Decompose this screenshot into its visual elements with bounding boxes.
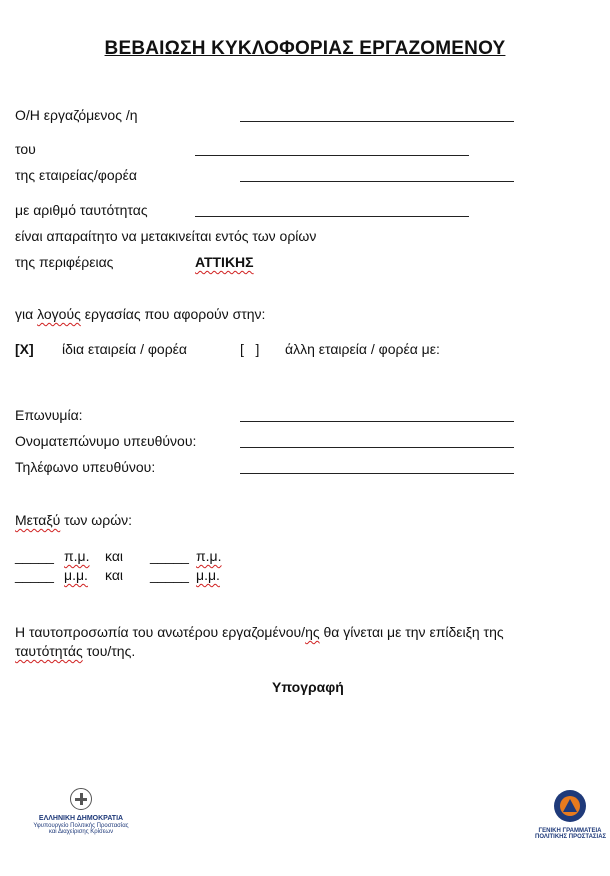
reasons-intro-prefix: για [15, 306, 38, 322]
hours-pm-from-unit: μ.μ. [64, 567, 88, 583]
document-title: ΒΕΒΑΙΩΣΗ ΚΥΚΛΟΦΟΡΙΑΣ ΕΡΓΑΖΟΜΕΝΟΥ [104, 38, 506, 59]
company-name-line[interactable] [240, 421, 514, 422]
region-label: της περιφέρειας [15, 254, 114, 270]
greek-emblem-icon [70, 788, 92, 810]
hours-pm-and: και [105, 567, 124, 583]
id-number-label: με αριθμό ταυτότητας [15, 202, 148, 218]
employee-name-line[interactable] [240, 121, 514, 122]
hours-pm-to-unit: μ.μ. [196, 567, 220, 583]
identity-note-1a: Η ταυτοπροσωπία του ανωτέρου εργαζομένου/ [15, 624, 306, 640]
identity-note-line2 [15, 643, 135, 659]
movement-text: είναι απαραίτητο να μετακινείται εντός των ορίων [15, 228, 317, 244]
footer-right-line2: ΠΟΛΙΤΙΚΗΣ ΠΡΟΣΤΑΣΙΑΣ [535, 834, 607, 840]
responsible-name-label: Ονοματεπώνυμο υπευθύνου: [15, 433, 197, 449]
hours-heading-word: Μεταξύ [15, 512, 61, 528]
responsible-phone-label: Τηλέφωνο υπευθύνου: [15, 459, 156, 475]
footer-left-line1: Υφυπουργείο Πολιτικής Προστασίας [33, 823, 129, 829]
reasons-intro-suffix: εργασίας που αφορούν στην: [80, 306, 266, 322]
same-company-label: ίδια εταιρεία / φορέα [62, 341, 188, 357]
signature-label: Υπογραφή [272, 679, 344, 695]
identity-note-line1 [15, 624, 504, 640]
civil-protection-logo-icon [554, 790, 586, 822]
hours-heading [15, 512, 132, 528]
identity-note-2b: του/της. [82, 643, 136, 659]
company-label: της εταιρείας/φορέα [15, 167, 137, 183]
responsible-phone-line[interactable] [240, 473, 514, 474]
father-name-line[interactable] [195, 155, 469, 156]
footer-right-line1: ΓΕΝΙΚΗ ΓΡΑΜΜΑΤΕΙΑ [538, 828, 602, 834]
hours-am-from-blank[interactable]: _____ [15, 548, 54, 564]
hours-am-from-unit: π.μ. [64, 548, 90, 564]
hours-am-to-unit: π.μ. [196, 548, 222, 564]
hours-pm-from-blank[interactable]: _____ [15, 567, 54, 583]
reasons-intro [15, 306, 265, 322]
hours-am-and: και [105, 548, 124, 564]
company-line[interactable] [240, 181, 514, 182]
identity-note-2a: ταυτότητάς [15, 643, 83, 659]
identity-note-1b: ης [305, 624, 320, 640]
company-name-label: Επωνυμία: [15, 407, 83, 423]
region-value: ΑΤΤΙΚΗΣ [195, 254, 254, 270]
reasons-intro-word: λογούς [37, 306, 81, 322]
hours-am-to-blank[interactable]: _____ [150, 548, 189, 564]
responsible-name-line[interactable] [240, 447, 514, 448]
footer-left-line2: και Διαχείρισης Κρίσεων [48, 829, 114, 835]
other-company-label: άλλη εταιρεία / φορέα με: [285, 341, 440, 357]
footer-right-logo [535, 790, 605, 840]
tou-label: του [15, 141, 36, 157]
employee-label: Ο/Η εργαζόμενος /η [15, 107, 138, 123]
footer-left-name: ΕΛΛΗΝΙΚΗ ΔΗΜΟΚΡΑΤΙΑ [38, 815, 124, 822]
other-company-checkbox[interactable]: [ ] [240, 341, 260, 357]
hours-pm-to-blank[interactable]: _____ [150, 567, 189, 583]
footer-left-logo [20, 788, 142, 835]
hours-heading-rest: των ωρών: [60, 512, 133, 528]
id-number-line[interactable] [195, 216, 469, 217]
same-company-checkbox[interactable]: [X] [15, 341, 34, 357]
identity-note-1c: θα γίνεται με την επίδειξη της [319, 624, 504, 640]
